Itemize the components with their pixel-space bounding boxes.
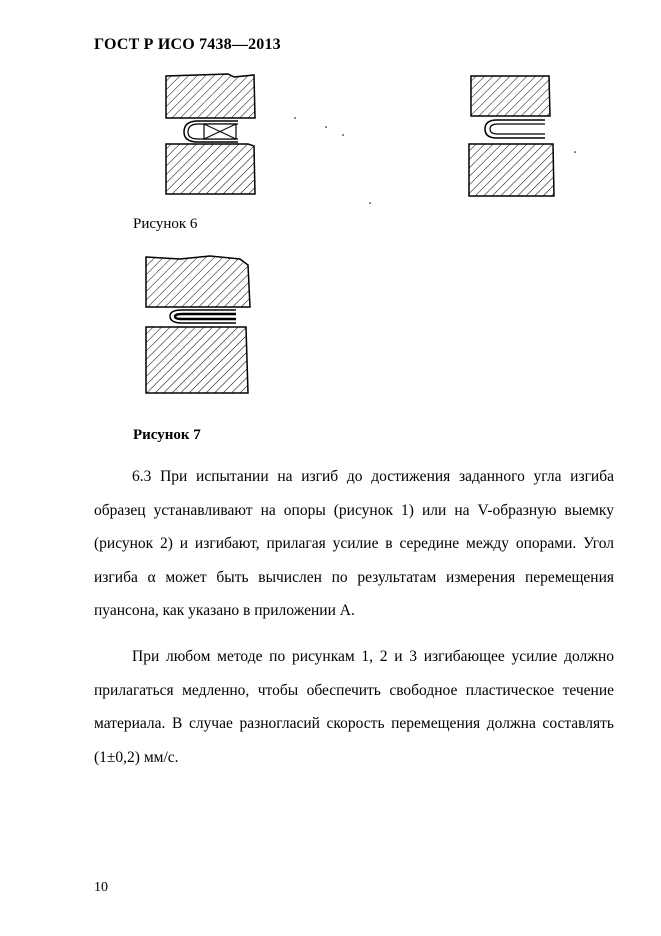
figure-6-right-drawing — [463, 72, 583, 200]
document-header: ГОСТ Р ИСО 7438—2013 — [94, 36, 281, 53]
paragraph-loading-rate: При любом методе по рисункам 1, 2 и 3 изгибающее усилие должно прилагаться медленно, чтобы обеспечить свободное пластическое течение материала. В случае разногласий скорость перемещения должна составлять (1±0,2) мм/с. — [94, 648, 614, 766]
figure-7-drawing — [140, 255, 260, 397]
figure-7-caption: Рисунок 7 — [133, 427, 201, 443]
page-number: 10 — [94, 880, 108, 895]
figure-6-caption: Рисунок 6 — [133, 216, 198, 232]
figure-6-left-drawing — [158, 72, 266, 198]
paragraph-6-3: 6.3 При испытании на изгиб до достижения заданного угла изгиба образец устанавливают на опоры (рисунок 1) или на V-образную выемку (рисунок 2) и изгибают, прилагая усилие в середине между опорами. Угол изгиба α может быть вычислен по результатам измерения перемещения пуансона, как указано в приложении А. — [94, 468, 614, 619]
scan-specks — [290, 115, 380, 210]
